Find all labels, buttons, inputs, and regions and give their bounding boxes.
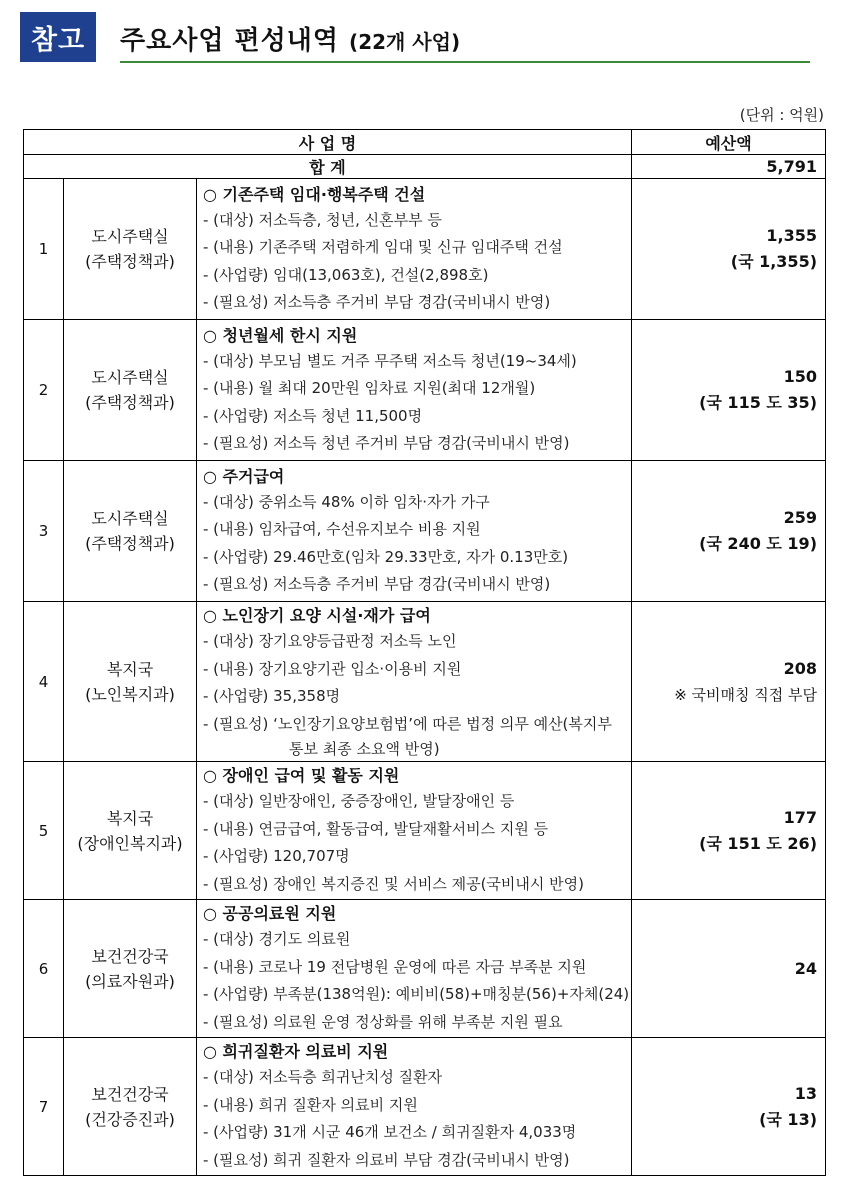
budget-breakdown: (국 13) xyxy=(759,1109,818,1129)
project-detail-cell xyxy=(197,461,632,602)
project-detail-line: - (사업량) 120,707명 xyxy=(203,847,350,865)
project-title-text: 희귀질환자 의료비 지원 xyxy=(222,1042,389,1061)
project-detail-line: - (내용) 월 최대 20만원 임차료 지원(최대 12개월) xyxy=(203,379,536,397)
page-header xyxy=(20,12,810,64)
project-detail-line: - (대상) 일반장애인, 중증장애인, 발달장애인 등 xyxy=(203,792,515,810)
table-header-row xyxy=(24,130,826,155)
page-title-text: 주요사업 편성내역 xyxy=(120,26,339,56)
project-detail-line: - (사업량) 29.46만호(임차 29.33만호, 자가 0.13만호) xyxy=(203,547,569,566)
table-row xyxy=(24,461,826,602)
project-detail-continuation: 통보 최종 소요액 반영) xyxy=(289,740,440,758)
project-title xyxy=(203,901,627,926)
table-row xyxy=(24,762,826,900)
budget-table xyxy=(23,129,826,1176)
circle-bullet-icon: ○ xyxy=(203,184,223,204)
project-detail-line: - (내용) 장기요양기관 입소·이용비 지원 xyxy=(203,659,462,678)
page-title xyxy=(120,20,460,57)
department-cell xyxy=(64,762,197,900)
department-cell xyxy=(64,900,197,1038)
project-detail-line: - (사업량) 35,358명 xyxy=(203,687,341,705)
division-name: (주택정책과) xyxy=(85,393,175,412)
project-title-text: 장애인 급여 및 활동 지원 xyxy=(222,766,400,785)
project-detail-line: - (필요성) ‘노인장기요양보험법’에 따른 법정 의무 예산(복지부 xyxy=(203,714,612,733)
project-title xyxy=(203,603,627,628)
project-detail-line: - (대상) 장기요양등급판정 저소득 노인 xyxy=(203,632,457,650)
budget-cell xyxy=(632,900,826,1038)
department-name: 도시주택실 xyxy=(91,368,169,387)
page-subtitle: (22개 사업) xyxy=(349,30,461,54)
circle-bullet-icon: ○ xyxy=(203,1042,223,1061)
table-row xyxy=(24,900,826,1038)
department-name: 도시주택실 xyxy=(91,509,169,528)
total-row xyxy=(24,155,826,179)
department-cell xyxy=(64,1038,197,1176)
column-header-name: 사 업 명 xyxy=(24,130,632,155)
budget-amount: 13 xyxy=(794,1083,818,1103)
project-detail-line: - (대상) 경기도 의료원 xyxy=(203,930,351,948)
budget-amount: 177 xyxy=(783,807,818,827)
table-row xyxy=(24,1038,826,1176)
budget-cell xyxy=(632,320,826,461)
project-detail-cell xyxy=(197,1038,632,1176)
table-row xyxy=(24,179,826,320)
budget-cell xyxy=(632,461,826,602)
project-title-text: 청년월세 한시 지원 xyxy=(222,325,358,345)
division-name: (주택정책과) xyxy=(85,534,175,553)
project-detail-line: - (대상) 저소득층, 청년, 신혼부부 등 xyxy=(203,210,442,229)
department-name: 복지국 xyxy=(106,659,154,679)
project-title-text: 노인장기 요양 시설·재가 급여 xyxy=(222,606,431,625)
project-detail-line: - (사업량) 부족분(138억원): 예비비(58)+매칭분(56)+자체(24) xyxy=(203,985,630,1003)
circle-bullet-icon: ○ xyxy=(203,606,223,625)
row-number: 5 xyxy=(24,762,64,900)
project-detail-cell xyxy=(197,900,632,1038)
project-detail-line: - (대상) 저소득층 희귀난치성 질환자 xyxy=(203,1068,443,1086)
project-detail-line: - (내용) 코로나 19 전담병원 운영에 따른 자금 부족분 지원 xyxy=(203,957,587,976)
project-detail-line: - (사업량) 임대(13,063호), 건설(2,898호) xyxy=(203,265,489,284)
reference-badge: 참고 xyxy=(20,12,96,62)
department-cell xyxy=(64,179,197,320)
total-label: 합 계 xyxy=(24,155,632,179)
budget-breakdown: ※ 국비매칭 직접 부담 xyxy=(674,685,818,704)
project-title-text: 공공의료원 지원 xyxy=(222,904,337,923)
project-detail-cell xyxy=(197,320,632,461)
project-detail-cell xyxy=(197,762,632,900)
row-number: 4 xyxy=(24,602,64,762)
project-detail-line: - (사업량) 저소득 청년 11,500명 xyxy=(203,406,423,425)
budget-cell xyxy=(632,602,826,762)
budget-cell xyxy=(632,179,826,320)
department-cell xyxy=(64,461,197,602)
project-title xyxy=(203,763,627,788)
project-title xyxy=(203,1039,627,1064)
budget-breakdown: (국 240 도 19) xyxy=(699,534,818,553)
department-name: 도시주택실 xyxy=(91,227,169,246)
division-name: (의료자원과) xyxy=(85,971,175,991)
project-detail-line: - (내용) 임차급여, 수선유지보수 비용 지원 xyxy=(203,520,481,538)
project-detail-line: - (내용) 기존주택 저렴하게 임대 및 신규 임대주택 건설 xyxy=(203,238,563,256)
budget-amount: 24 xyxy=(794,958,818,978)
budget-amount: 259 xyxy=(783,508,818,527)
project-detail-line: - (필요성) 의료원 운영 정상화를 위해 부족분 지원 필요 xyxy=(203,1012,563,1031)
unit-label: (단위 : 억원) xyxy=(739,106,824,124)
department-name: 복지국 xyxy=(106,808,154,828)
budget-breakdown: (국 1,355) xyxy=(730,252,818,271)
project-title xyxy=(203,182,627,207)
budget-amount: 1,355 xyxy=(766,226,818,245)
project-detail-line: - (필요성) 희귀 질환자 의료비 부담 경감(국비내시 반영) xyxy=(203,1150,570,1169)
project-title xyxy=(203,323,627,348)
division-name: (주택정책과) xyxy=(85,252,175,271)
row-number: 7 xyxy=(24,1038,64,1176)
division-name: (장애인복지과) xyxy=(77,833,183,853)
department-cell xyxy=(64,320,197,461)
table-row xyxy=(24,602,826,762)
row-number: 2 xyxy=(24,320,64,461)
division-name: (건강증진과) xyxy=(85,1109,175,1129)
circle-bullet-icon: ○ xyxy=(203,766,223,785)
budget-cell xyxy=(632,1038,826,1176)
department-name: 보건건강국 xyxy=(91,946,169,966)
budget-breakdown: (국 151 도 26) xyxy=(699,833,818,853)
title-underline xyxy=(120,61,810,63)
department-cell xyxy=(64,602,197,762)
project-detail-line: - (사업량) 31개 시군 46개 보건소 / 희귀질환자 4,033명 xyxy=(203,1123,577,1141)
row-number: 3 xyxy=(24,461,64,602)
circle-bullet-icon: ○ xyxy=(203,466,223,486)
circle-bullet-icon: ○ xyxy=(203,325,223,345)
project-detail-line: - (필요성) 장애인 복지증진 및 서비스 제공(국비내시 반영) xyxy=(203,874,584,893)
row-number: 1 xyxy=(24,179,64,320)
project-detail-cell xyxy=(197,179,632,320)
row-number: 6 xyxy=(24,900,64,1038)
project-detail-line: - (필요성) 저소득층 주거비 부담 경감(국비내시 반영) xyxy=(203,575,551,593)
project-detail-line: - (대상) 부모님 별도 거주 무주택 저소득 청년(19~34세) xyxy=(203,351,577,370)
project-detail-line: - (필요성) 저소득층 주거비 부담 경감(국비내시 반영) xyxy=(203,293,551,311)
column-header-budget: 예산액 xyxy=(632,130,826,155)
table-row xyxy=(24,320,826,461)
project-detail-line: - (내용) 희귀 질환자 의료비 지원 xyxy=(203,1095,418,1114)
project-detail-line: - (대상) 중위소득 48% 이하 임차·자가 가구 xyxy=(203,492,490,511)
project-detail-cell xyxy=(197,602,632,762)
department-name: 보건건강국 xyxy=(91,1084,169,1104)
division-name: (노인복지과) xyxy=(85,684,175,704)
project-detail-line: - (필요성) 저소득 청년 주거비 부담 경감(국비내시 반영) xyxy=(203,434,570,452)
project-title xyxy=(203,464,627,489)
budget-cell xyxy=(632,762,826,900)
budget-amount: 208 xyxy=(783,658,818,678)
project-title-text: 기존주택 임대·행복주택 건설 xyxy=(222,184,426,204)
project-title-text: 주거급여 xyxy=(222,466,285,486)
budget-breakdown: (국 115 도 35) xyxy=(699,393,818,412)
budget-amount: 150 xyxy=(783,367,818,386)
total-value: 5,791 xyxy=(632,155,826,179)
circle-bullet-icon: ○ xyxy=(203,904,223,923)
project-detail-line: - (내용) 연금급여, 활동급여, 발달재활서비스 지원 등 xyxy=(203,819,549,838)
